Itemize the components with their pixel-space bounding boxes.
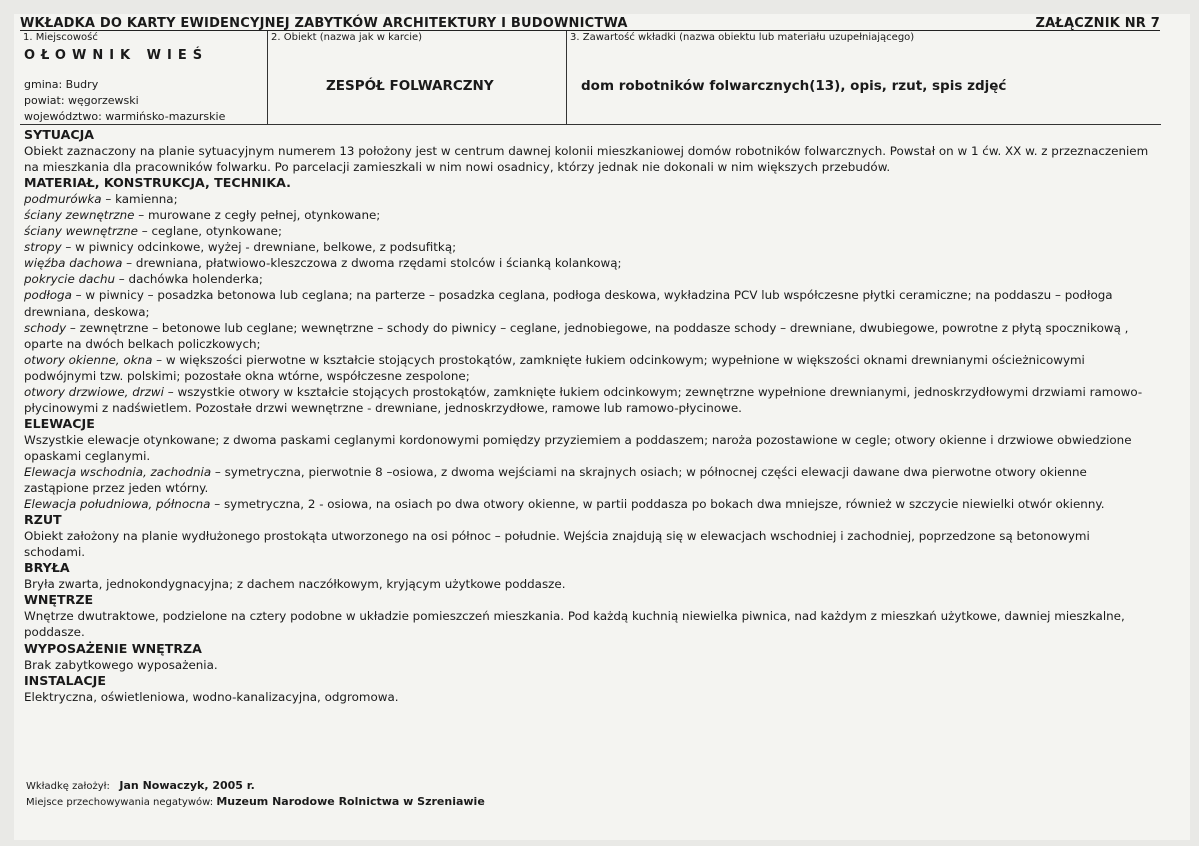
rzut-text: Obiekt założony na planie wydłużonego prostokąta utworzonego na osi północ – południe. Wejścia znajdują się w elewacjach wschodniej i zachodniej, poprzedzone są betonowymi schodami. <box>24 529 1090 560</box>
material-item <box>24 191 1154 207</box>
material-term: więźba dachowa <box>24 256 123 271</box>
content-value: dom robotników folwarcznych(13), opis, rzut, spis zdjęć <box>581 78 1007 94</box>
section-heading-wnetrze: WNĘTRZE <box>24 592 94 608</box>
material-term: ściany wewnętrzne <box>24 224 138 239</box>
material-term: pokrycie dachu <box>24 272 116 287</box>
material-desc: – zewnętrzne – betonowe lub ceglane; wewnętrzne – schody do piwnicy – ceglane, jednobiegowe, na poddasze schody – drewniane, dwubiegowe, powrotne z płytą spocznikową , oparte na dwóch belkach policzkowych; <box>24 320 1129 351</box>
place-name: OŁOWNIK WIEŚ <box>24 48 209 63</box>
elewacja-item <box>24 464 1154 496</box>
material-desc: – drewniana, płatwiowo-kleszczowa z dwoma rzędami stolców i ścianką kolankową; <box>122 256 622 271</box>
document-body <box>24 127 1154 705</box>
object-label: 2. Obiekt (nazwa jak w karcie) <box>271 32 423 43</box>
object-value: ZESPÓŁ FOLWARCZNY <box>326 78 494 94</box>
attachment-number: ZAŁĄCZNIK NR 7 <box>1035 16 1160 31</box>
document-title: WKŁADKA DO KARTY EWIDENCYJNEJ ZABYTKÓW ARCHITEKTURY I BUDOWNICTWA <box>20 16 628 31</box>
elewacja-item <box>24 496 1154 512</box>
section-heading-material: MATERIAŁ, KONSTRUKCJA, TECHNIKA. <box>24 175 291 191</box>
section-heading-sytuacja: SYTUACJA <box>24 127 95 142</box>
material-desc: – w piwnicy odcinkowe, wyżej - drewniane, belkowe, z podsufitką; <box>61 240 457 255</box>
material-desc: – murowane z cegły pełnej, otynkowane; <box>134 208 381 223</box>
content-box <box>566 31 1161 125</box>
material-item <box>24 207 1154 223</box>
footer-storage <box>26 795 485 808</box>
material-desc: – dachówka holenderka; <box>115 272 263 287</box>
material-desc: – ceglane, otynkowane; <box>137 224 282 239</box>
material-item <box>24 255 1154 271</box>
material-term: otwory okienne, okna <box>24 352 153 367</box>
wnetrze-text: Wnętrze dwutraktowe, podzielone na cztery podobne w układzie pomieszczeń mieszkania. Pod każdą kuchnią niewielka piwnica, nad każdym z mieszkań użytkowe, dawniej mieszkalne, poddasze. <box>24 609 1125 640</box>
storage-label: Miejsce przechowywania negatywów: <box>26 797 214 808</box>
section-heading-instalacje: INSTALACJE <box>24 672 106 688</box>
material-item <box>24 239 1154 255</box>
content-label: 3. Zawartość wkładki (nazwa obiektu lub materiału uzupełniającego) <box>570 32 915 43</box>
elewacja-term: Elewacja południowa, północna <box>24 497 211 512</box>
material-term: otwory drzwiowe, drzwi <box>24 384 164 399</box>
author-value: Jan Nowaczyk, 2005 r. <box>119 779 255 792</box>
material-item <box>24 287 1154 319</box>
gmina-line: gmina: Budry <box>24 78 99 91</box>
elewacje-text: Wszystkie elewacje otynkowane; z dwoma paskami ceglanymi kordonowymi pomiędzy przyziemiem a poddaszem; naroża pozostawione w cegle; otwory okienne i drzwiowe obwiedzione opaskami ceglanymi. <box>24 432 1132 463</box>
section-heading-elewacje: ELEWACJE <box>24 415 95 431</box>
place-box <box>20 31 267 125</box>
powiat-line: powiat: węgorzewski <box>24 94 139 107</box>
instalacje-text: Elektryczna, oświetleniowa, wodno-kanalizacyjna, odgromowa. <box>24 689 399 704</box>
material-term: ściany zewnętrzne <box>24 208 135 223</box>
section-heading-rzut: RZUT <box>24 512 62 528</box>
material-desc: – w większości pierwotne w kształcie stojących prostokątów, zamknięte łukiem odcinkowym; wypełnione w większości oknami drewnianymi ościeżnicowymi podwójnymi tzw. polskimi; pozostałe okna wtórne, współczesne zespolone; <box>24 352 1085 383</box>
material-item <box>24 320 1154 352</box>
material-item <box>24 223 1154 239</box>
section-heading-bryla: BRYŁA <box>24 560 70 576</box>
wyposazenie-text: Brak zabytkowego wyposażenia. <box>24 657 218 672</box>
elewacja-term: Elewacja wschodnia, zachodnia <box>24 464 212 479</box>
material-item <box>24 271 1154 287</box>
storage-value: Muzeum Narodowe Rolnictwa w Szreniawie <box>216 795 485 808</box>
material-term: podłoga <box>24 288 72 303</box>
material-item <box>24 384 1154 416</box>
material-desc: – wszystkie otwory w kształcie stojących prostokątów, zamknięte łukiem odcinkowym; zewnętrzne wypełnione drewnianymi, jednoskrzydłowymi drzwiami ramowo-płycinowymi z nadświetlem. Pozostałe drzwi wewnętrzne - drewniane, jednoskrzydłowe, ramowe lub ramowo-płycinowe. <box>24 384 1143 415</box>
material-desc: – w piwnicy – posadzka betonowa lub ceglana; na parterze – posadzka ceglana, podłoga deskowa, wykładzina PCV lub współczesne płytki ceramiczne; na poddaszu – podłoga drewniana, deskowa; <box>24 288 1113 319</box>
place-label: 1. Miejscowość <box>23 32 98 43</box>
sytuacja-text: Obiekt zaznaczony na planie sytuacyjnym numerem 13 położony jest w centrum dawnej kolonii mieszkaniowej domów robotników folwarcznych. Powstał on w 1 ćw. XX w. z przeznaczeniem na mieszkania dla pracowników folwarku. Po parcelacji zamieszkali w nim nowi osadnicy, którzy jednak nie dokonali w nim większych przebudów. <box>24 144 1149 175</box>
bryla-text: Bryła zwarta, jednokondygnacyjna; z dachem naczółkowym, kryjącym użytkowe poddasze. <box>24 577 566 592</box>
material-desc: – kamienna; <box>101 192 178 207</box>
object-box <box>267 31 567 125</box>
elewacja-desc: – symetryczna, 2 - osiowa, na osiach po dwa otwory okienne, w partii poddasza po bokach dwa mniejsze, również w szczycie niewielki otwór okienny. <box>210 497 1105 512</box>
wojewodztwo-line: województwo: warmińsko-mazurskie <box>24 110 226 123</box>
material-item <box>24 352 1154 384</box>
elewacja-desc: – symetryczna, pierwotnie 8 –osiowa, z dwoma wejściami na skrajnych osiach; w północnej części elewacji dawane dwa pierwotne otwory okienne zastąpione przez jeden wtórny. <box>24 464 1087 496</box>
author-label: Wkładkę założył: <box>26 781 110 792</box>
section-heading-wyposazenie: WYPOSAŻENIE WNĘTRZA <box>24 640 202 656</box>
material-term: schody <box>24 320 67 335</box>
material-term: podmurówka <box>24 192 102 207</box>
footer-author <box>26 779 255 792</box>
material-term: stropy <box>24 240 62 255</box>
